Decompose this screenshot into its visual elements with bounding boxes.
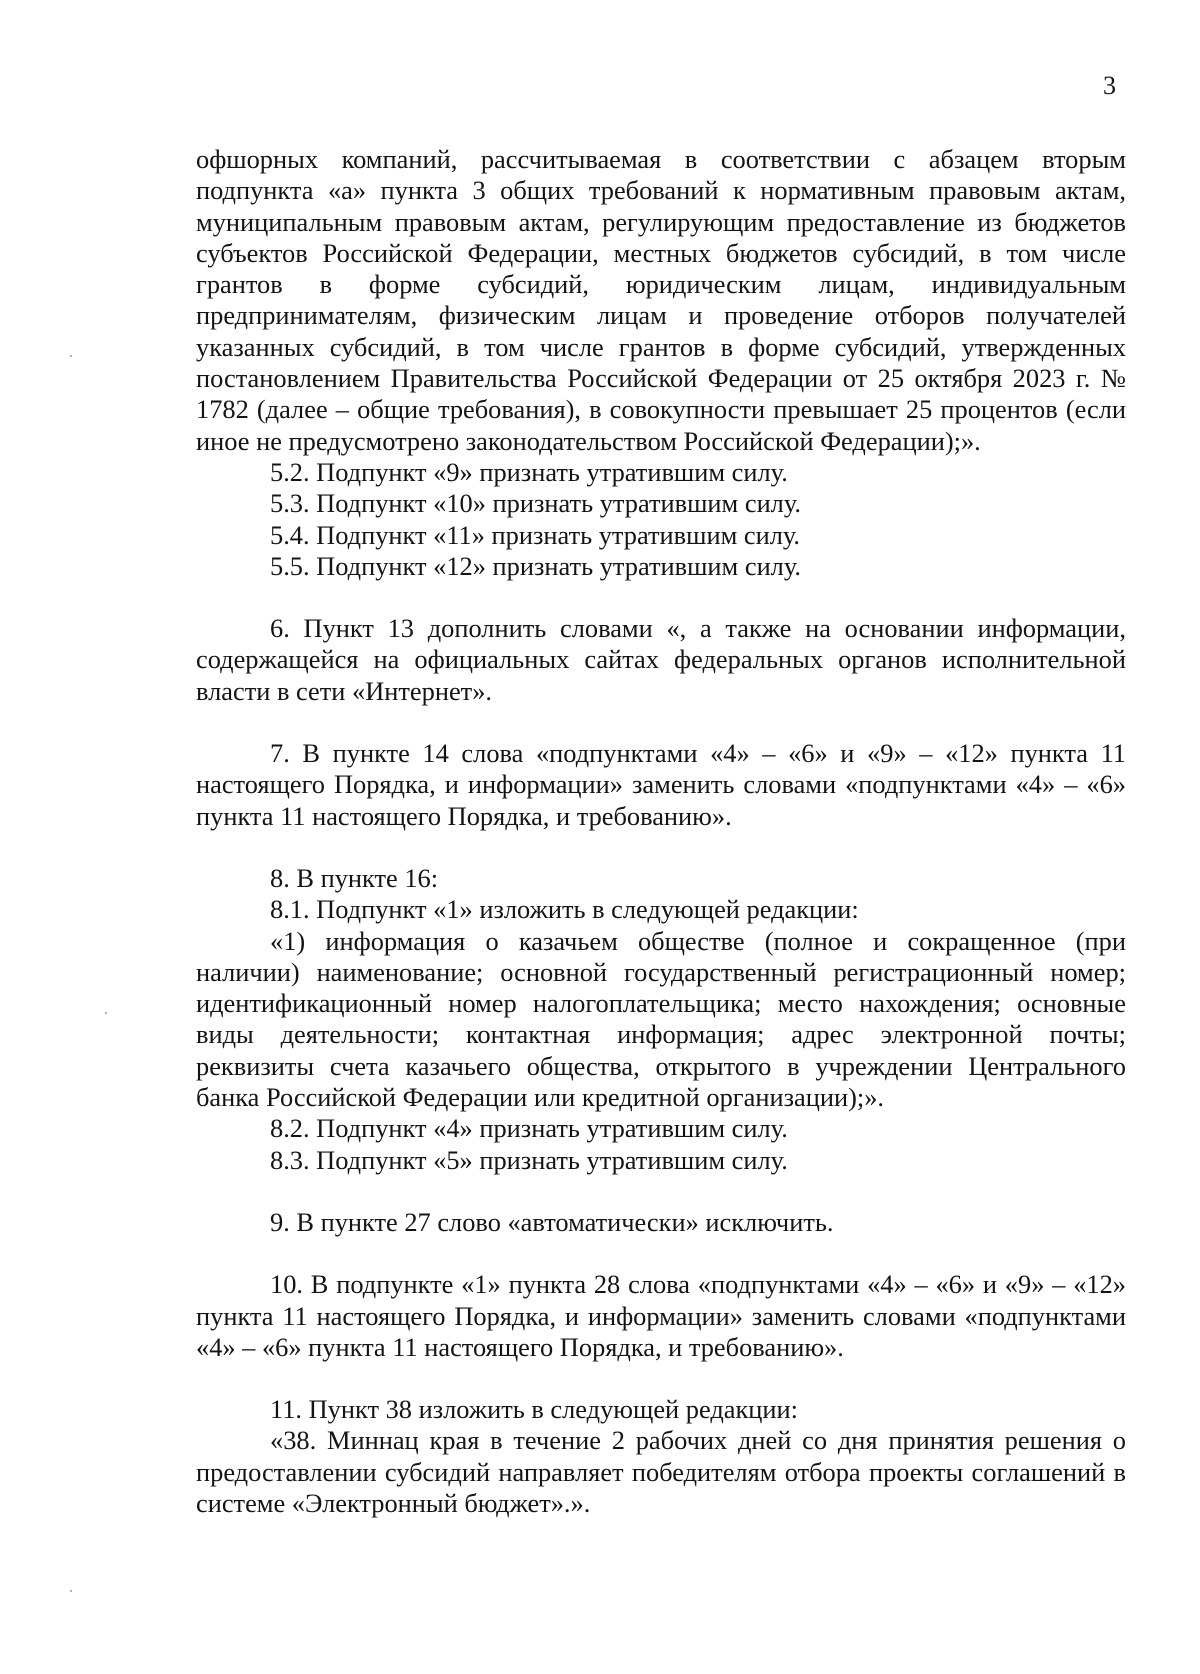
page-number: 3 (1103, 71, 1116, 100)
paragraph-8-1: 8.1. Подпункт «1» изложить в следующей редакции: (270, 894, 859, 925)
scan-speck (105, 1012, 107, 1014)
paragraph-7: 7. В пункте 14 слова «подпунктами «4» – «6» и «9» – «12» пункта 11 настоящего Порядка, и информации» заменить словами «подпунктами «4» – «6» пункта 11 настоящего Порядка, и требованию». (196, 738, 1126, 831)
paragraph-continuation: офшорных компаний, рассчитываемая в соответствии с абзацем вторым подпункта «а» пункта 3 общих требований к нормативным правовым актам, муниципальным правовым актам, регулирующим предоставление из бюджетов субъектов Российской Федерации, местных бюджетов субсидий, в том числе грантов в форме субсидий, юридическим лицам, индивидуальным предпринимателям, физическим лицам и проведение отборов получателей указанных субсидий, в том числе грантов в форме субсидий, утвержденных постановлением Правительства Российской Федерации от 25 октября 2023 г. № 1782 (далее – общие требования), в совокупности превышает 25 процентов (если иное не предусмотрено законодательством Российской Федерации);». (196, 144, 1126, 456)
paragraph-8-3: 8.3. Подпункт «5» признать утратившим силу. (270, 1144, 788, 1175)
paragraph-5-2: 5.2. Подпункт «9» признать утратившим силу. (270, 456, 788, 487)
document-body (196, 144, 1126, 1519)
paragraph-11-quote: «38. Миннац края в течение 2 рабочих дней со дня принятия решения о предоставлении субсидий направляет победителям отбора проекты соглашений в системе «Электронный бюджет».». (196, 1425, 1126, 1518)
paragraph-5-4: 5.4. Подпункт «11» признать утратившим силу. (270, 519, 801, 550)
scan-speck (70, 1590, 72, 1592)
paragraph-8-1-quote: «1) информация о казачьем обществе (полное и сокращенное (при наличии) наименование; основной государственный регистрационный номер; идентификационный номер налогоплательщика; место нахождения; основные виды деятельности; контактная информация; адрес электронной почты; реквизиты счета казачьего общества, открытого в учреждении Центрального банка Российской Федерации или кредитной организации);». (196, 925, 1126, 1113)
scan-speck (70, 355, 72, 357)
paragraph-6: 6. Пункт 13 дополнить словами «, а также на основании информации, содержащейся на официальных сайтах федеральных органов исполнительной власти в сети «Интернет». (196, 613, 1126, 706)
paragraph-5-5: 5.5. Подпункт «12» признать утратившим силу. (270, 550, 802, 581)
paragraph-9: 9. В пункте 27 слово «автоматически» исключить. (270, 1206, 834, 1237)
paragraph-8: 8. В пункте 16: (270, 862, 439, 893)
paragraph-8-2: 8.2. Подпункт «4» признать утратившим силу. (270, 1113, 788, 1144)
paragraph-10: 10. В подпункте «1» пункта 28 слова «подпунктами «4» – «6» и «9» – «12» пункта 11 настоящего Порядка, и информации» заменить словами «подпунктами «4» – «6» пункта 11 настоящего Порядка, и требованию». (196, 1269, 1126, 1362)
paragraph-11: 11. Пункт 38 изложить в следующей редакции: (270, 1394, 798, 1425)
paragraph-5-3: 5.3. Подпункт «10» признать утратившим силу. (270, 488, 802, 519)
